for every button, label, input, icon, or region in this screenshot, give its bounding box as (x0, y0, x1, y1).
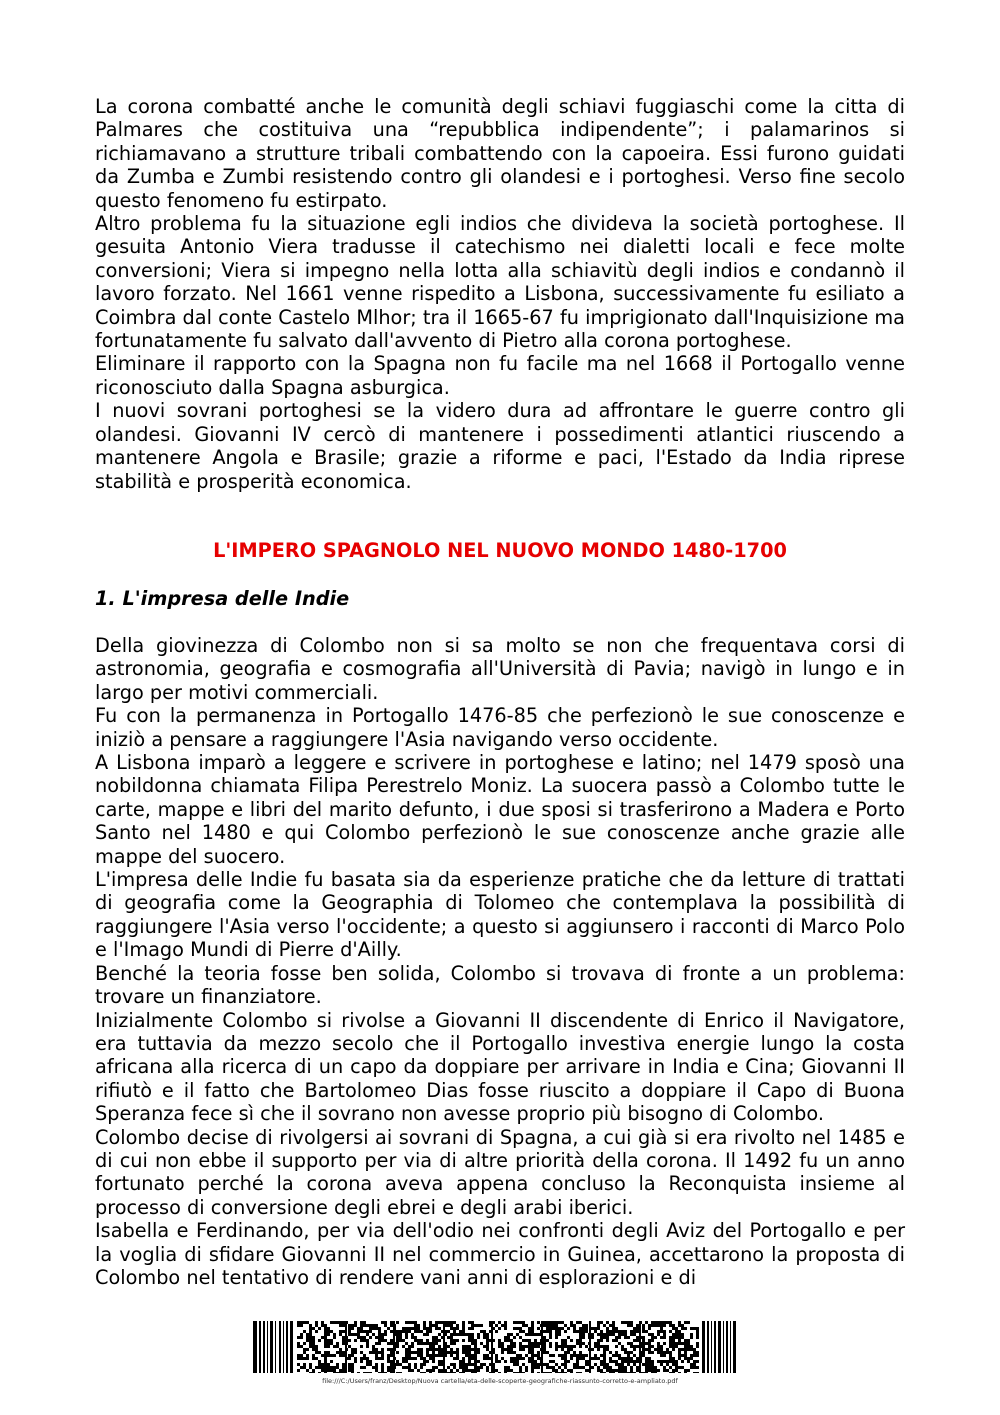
paragraph: I nuovi sovrani portoghesi se la videro dura ad affrontare le guerre contro gli olandesi. Giovanni IV cercò di mantenere i possedimenti atlantici riuscendo a mantenere Angola e Brasile; grazie a riforme e paci, l'Estado da India riprese stabilità e prosperità economica. (95, 399, 905, 493)
paragraph: A Lisbona imparò a leggere e scrivere in portoghese e latino; nel 1479 sposò una nobildonna chiamata Filipa Perestrelo Moniz. La suocera passò a Colombo tutte le carte, mappe e libri del marito defunto, i due sposi si trasferirono a Madera e Porto Santo nel 1480 e qui Colombo perfezionò le sue conoscenze anche grazie alle mappe del suocero. (95, 751, 905, 868)
paragraph: Colombo decise di rivolgersi ai sovrani di Spagna, a cui già si era rivolto nel 1485 e di cui non ebbe il supporto per via di altre priorità della corona. Il 1492 fu un anno fortunato perché la corona aveva appena concluso la Reconquista insieme al processo di conversione degli ebrei e degli arabi iberici. (95, 1125, 905, 1219)
body-text-bottom (95, 634, 905, 1289)
file-path-footer: file:///C:/Users/franz/Desktop/Nuova cartella/eta-delle-scoperte-geografiche-riassunto-corretto-e-ampliato.pdf (322, 1377, 678, 1385)
paragraph: Benché la teoria fosse ben solida, Colombo si trovava di fronte a un problema: trovare un finanziatore. (95, 961, 905, 1009)
paragraph: Isabella e Ferdinando, per via dell'odio nei confronti degli Aviz del Portogallo e per la voglia di sfidare Giovanni II nel commercio in Guinea, accettarono la proposta di Colombo nel tentativo di rendere vani anni di esplorazioni e di (95, 1219, 905, 1289)
paragraph: Fu con la permanenza in Portogallo 1476-85 che perfezionò le sue conoscenze e iniziò a pensare a raggiungere l'Asia navigando verso occidente. (95, 704, 905, 751)
paragraph: Inizialmente Colombo si rivolse a Giovanni II discendente di Enrico il Navigatore, era tuttavia da mezzo secolo che il Portogallo investiva energie lungo la costa africana alla ricerca di un capo da doppiare per arrivare in India e Cina; Giovanni II rifiutò e il fatto che Bartolomeo Dias fosse riuscito a doppiare il Capo di Buona Speranza fece sì che il sovrano non avesse proprio più bisogno di Colombo. (95, 1008, 905, 1126)
paragraph: L'impresa delle Indie fu basata sia da esperienze pratiche che da letture di trattati di geografia come la Geographia di Tolomeo che contemplava la possibilità di raggiungere l'Asia verso l'occidente; a questo si aggiunsero i racconti di Marco Polo e l'Imago Mundi di Pierre d'Ailly. (95, 868, 905, 962)
paragraph: Altro problema fu la situazione egli indios che divideva la società portoghese. Il gesuita Antonio Viera tradusse il catechismo nei dialetti locali e fece molte conversioni; Viera si impegno nella lotta alla schiavitù degli indios e condannò il lavoro forzato. Nel 1661 venne rispedito a Lisbona, successivamente fu esiliato a Coimbra dal conte Castelo Mlhor; tra il 1665-67 fu imprigionato dall'Inquisizione ma fortunatamente fu salvato dall'avvento di Pietro alla corona portoghese. (95, 212, 905, 353)
barcode-image (253, 1321, 739, 1373)
paragraph: Della giovinezza di Colombo non si sa molto se non che frequentava corsi di astronomia, geografia e cosmografia all'Università di Pavia; navigò in lungo e in largo per motivi commerciali. (95, 634, 905, 704)
paragraph: La corona combatté anche le comunità degli schiavi fuggiaschi come la citta di Palmares che costituiva una “repubblica indipendente”; i palamarinos si richiamavano a strutture tribali combattendo con la capoeira. Essi furono guidati da Zumba e Zumbi resistendo contro gli olandesi e i portoghesi. Verso fine secolo questo fenomeno fu estirpato. (95, 95, 905, 212)
body-text-top (95, 95, 905, 493)
paragraph: Eliminare il rapporto con la Spagna non fu facile ma nel 1668 il Portogallo venne riconosciuto dalla Spagna asburgica. (95, 352, 905, 399)
section-title: L'IMPERO SPAGNOLO NEL NUOVO MONDO 1480-1700 (213, 539, 787, 562)
subsection-heading: 1. L'impresa delle Indie (95, 587, 350, 610)
